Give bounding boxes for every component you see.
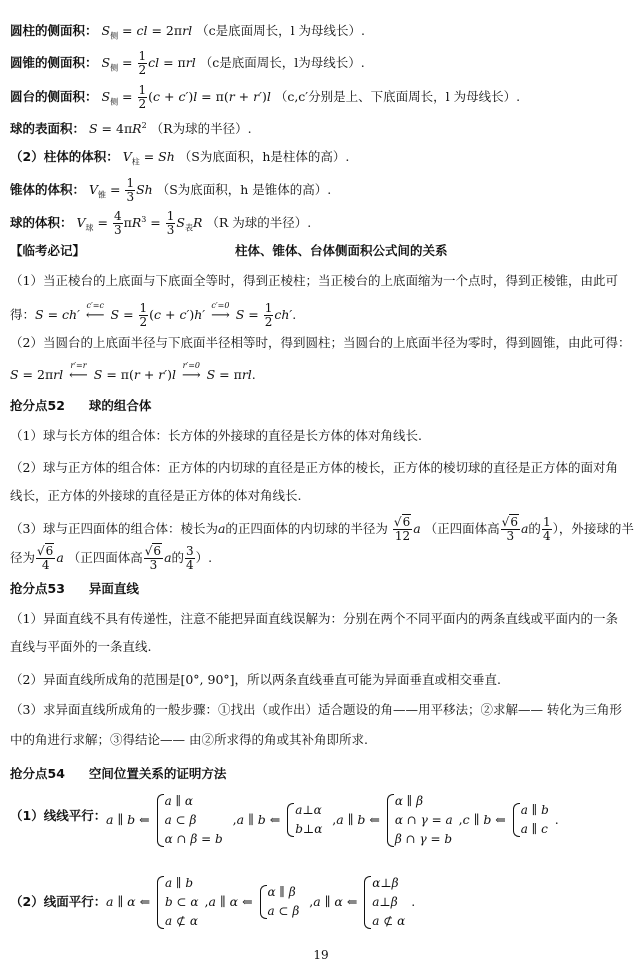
exam-p2b: S = 2πrl r′=r ⟵ S = π(r + r′)l r′=0 ⟶ S = πrl.	[10, 361, 256, 383]
s52-p3b: 径为 $\frac{√6}{4}$ a （正四面体高 $\frac{√6}{3}$ a的 $\frac{3}{4}$ ）.	[10, 544, 213, 572]
condition-system: a ∥ α a ⊂ β α ∩ β = b	[156, 792, 223, 849]
condition-system: a ∥ b b ⊂ α a ⊄ α	[156, 874, 198, 931]
line-line-label: （1）线线平行：	[10, 808, 107, 823]
line-plane-label: （2）线面平行：	[10, 894, 107, 909]
exam-p2a: （2）当圆台的上底面半径与下底面半径相等时，得到圆柱；当圆台的上底面半径为零时，得到圆锥，由此可得：	[10, 335, 631, 350]
exam-tag: 【临考必记】	[10, 243, 86, 258]
note-cylinder: （c是底面周长，l 为母线长）.	[196, 23, 366, 38]
formula-sphere-surface: 球的表面积： $S = 4\pi R^2$ （R为球的半径）.	[10, 121, 252, 137]
s53-p1b: 直线与平面外的一条直线.	[10, 639, 152, 654]
section-52-heading: 抢分点52 球的组合体	[10, 398, 152, 413]
formula-prism-volume: （2）柱体的体积： $V_柱 = Sh$ （S为底面积，h是柱体的高）.	[10, 149, 350, 167]
formula-pyramid-volume: 锥体的体积： $V_锥$ = $\frac{1}{3}$ Sh （S为底面积，h 是锥体的高）.	[10, 176, 332, 204]
formula-frustum-lateral: 圆台的侧面积： $S_侧$ = $\frac{1}{2}$ (c + c′)l = π(r + r′)l （c,c′分别是上、下底面周长，l 为母线长）.	[10, 83, 521, 111]
formula-cone-lateral: 圆锥的侧面积： $S_侧$ = $\frac{1}{2}$ cl = πrl （c是底面周长，l为母线长）.	[10, 49, 365, 77]
exam-p1a: （1）当正棱台的上底面与下底面全等时，得到正棱柱；当正棱台的上底面缩为一个点时，得到正棱锥，由此可	[10, 273, 618, 288]
label-cone: 圆锥的侧面积：	[10, 55, 98, 70]
note-prism-volume: （S为底面积，h是柱体的高）.	[178, 149, 350, 164]
label-frustum: 圆台的侧面积：	[10, 89, 98, 104]
section-53-heading: 抢分点53 异面直线	[10, 581, 139, 596]
s52-p3a: （3）球与正四面体的组合体：棱长为a的正四面体的内切球的半径为 $\frac{√6}{12}$ a （正四面体高 $\frac{√6}{3}$ a的 $\frac{1}{4}$ ），外接球的半	[10, 515, 634, 543]
note-sphere-surface: （R为球的半径）.	[150, 121, 252, 137]
s53-p3b: 中的角进行求解；③得结论—— 由②所求得的角或其补角即所求.	[10, 732, 368, 747]
condition-system: a ∥ b a ∥ c	[512, 801, 549, 839]
condition-system: a⊥α b⊥α	[286, 801, 322, 839]
note-pyramid-volume: （S为底面积，h 是锥体的高）.	[156, 182, 332, 197]
exam-p1b: 得：S = ch′ c′=c ⟵ S = $\frac{1}{2}$ (c + c′)h′ c′=0 ⟶ S = $\frac{1}{2}$ ch′.	[10, 301, 297, 329]
formula-cylinder-lateral: 圆柱的侧面积： $S_侧$ = cl = 2πrl （c是底面周长，l 为母线长）.	[10, 23, 366, 41]
formula-sphere-volume: 球的体积： $V_球$ = $\frac{4}{3}$ $\pi R^3$ = $\frac{1}{3}$ $S_表R$ （R 为球的半径）.	[10, 209, 312, 237]
condition-system: α ∥ β a ⊂ β	[259, 883, 300, 921]
s52-p2a: （2）球与正方体的组合体：正方体的内切球的直径是正方体的棱长，正方体的棱切球的直径是正方体的面对角	[10, 460, 618, 475]
s52-p2b: 线长，正方体的外接球的直径是正方体的体对角线长.	[10, 488, 302, 503]
s52-p1: （1）球与长方体的组合体：长方体的外接球的直径是长方体的体对角线长.	[10, 428, 422, 443]
s53-p1a: （1）异面直线不具有传递性，注意不能把异面直线误解为：分别在两个不同平面内的两条直线或平面内的一条	[10, 611, 618, 626]
label-prism-volume: （2）柱体的体积：	[10, 149, 119, 164]
line-line-parallel-row: （1）线线平行： a ∥ b ⇐ a ∥ α a ⊂ β α ∩ β = b , a ∥ b ⇐ a⊥α b⊥α , a ∥ b ⇐ α ∥ β α ∩ γ = a β ∩ γ = b , c ∥ b ⇐ a ∥ b a ∥ c .	[10, 783, 632, 863]
condition-system: α ∥ β α ∩ γ = a β ∩ γ = b	[386, 792, 453, 849]
label-sphere-surface: 球的表面积：	[10, 121, 86, 137]
note-cone: （c是底面周长，l为母线长）.	[199, 55, 365, 70]
exam-section-heading	[10, 242, 632, 260]
label-sphere-volume: 球的体积：	[10, 215, 73, 230]
note-frustum: （c,c′分别是上、下底面周长，l 为母线长）.	[274, 89, 521, 104]
note-sphere-volume: （R 为球的半径）.	[206, 215, 312, 230]
condition-system: α⊥β a⊥β a ⊄ α	[363, 874, 405, 931]
line-plane-parallel-row: （2）线面平行： a ∥ α ⇐ a ∥ b b ⊂ α a ⊄ α , a ∥ α ⇐ α ∥ β a ⊂ β , a ∥ α ⇐ α⊥β a⊥β a ⊄ α .	[10, 863, 632, 943]
label-cylinder: 圆柱的侧面积：	[10, 23, 98, 38]
s53-p2: （2）异面直线所成角的范围是[0°, 90°]，所以两条直线垂直可能为异面垂直或相交垂直.	[10, 672, 502, 687]
exam-title: 柱体、锥体、台体侧面积公式间的关系	[235, 243, 448, 258]
section-54-heading: 抢分点54 空间位置关系的证明方法	[10, 766, 227, 781]
page-number: 19	[313, 948, 329, 962]
s53-p3a: （3）求异面直线所成角的一般步骤：①找出（或作出）适合题设的角——用平移法；②求解—— 转化为三角形	[10, 702, 622, 717]
label-pyramid-volume: 锥体的体积：	[10, 182, 86, 197]
